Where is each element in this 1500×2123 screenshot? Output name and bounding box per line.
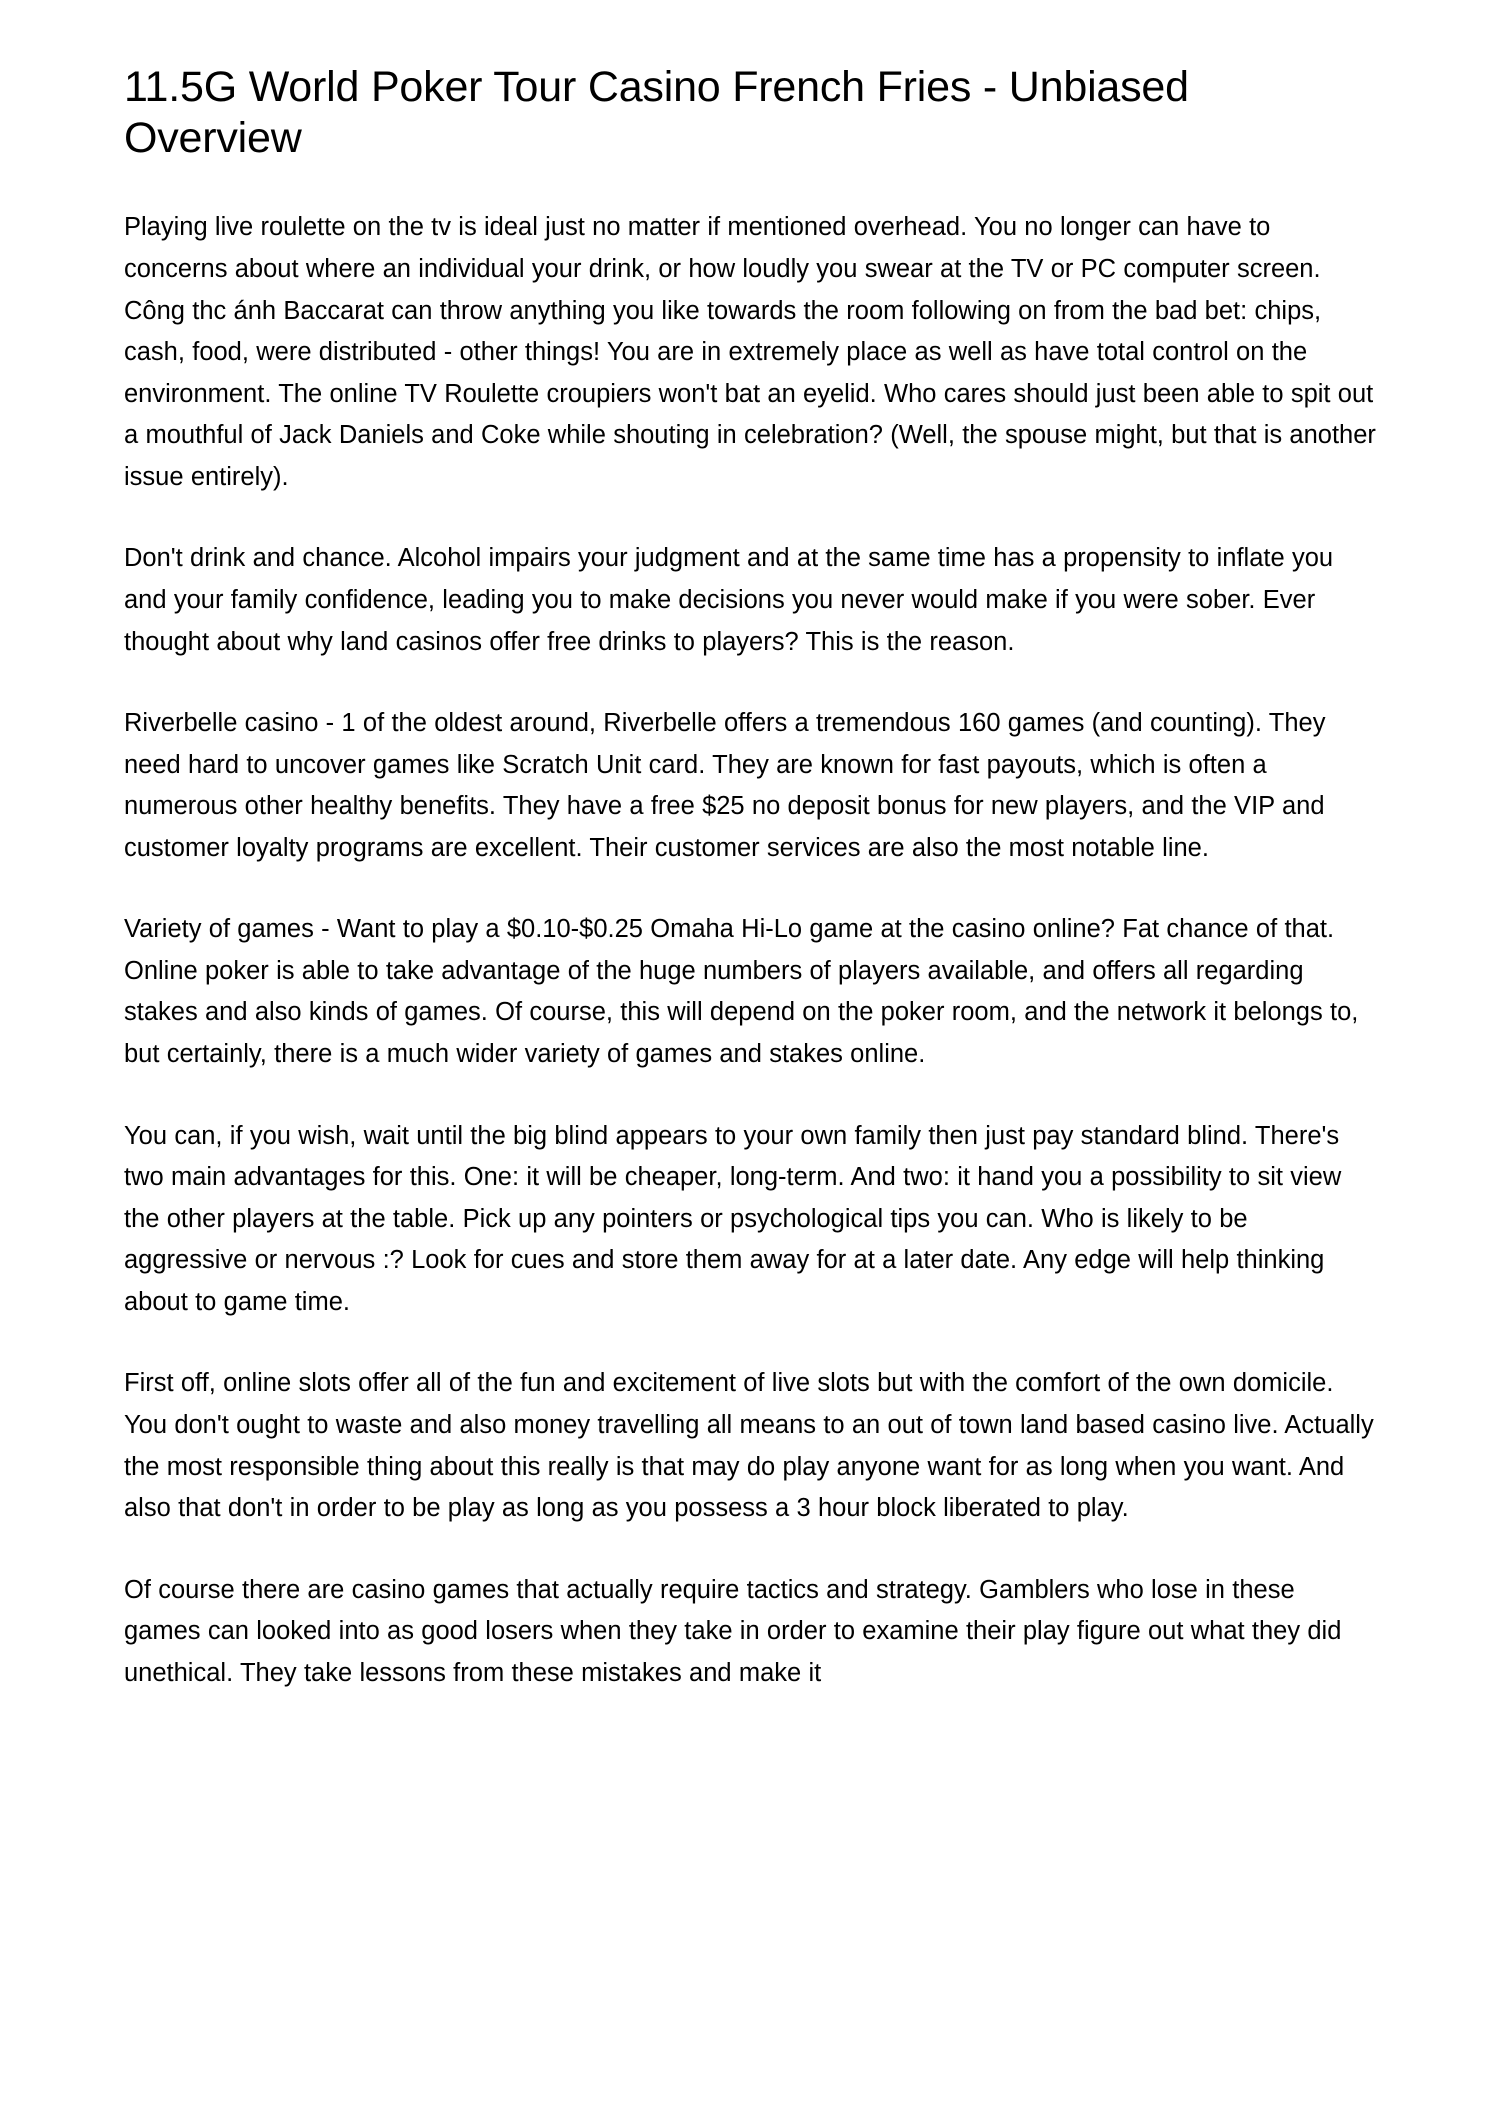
paragraph: Don't drink and chance. Alcohol impairs your judgment and at the same time has a propensity to inflate you and your family confidence, leading you to make decisions you never would make if you were sober. Ever thought about why land casinos offer free drinks to players? This is the reason. <box>124 544 1334 656</box>
paragraph: Of course there are casino games that actually require tactics and strategy. Gamblers who lose in these games can looked into as good losers when they take in order to examine their play figure out what they did unethical. They take lessons from these mistakes and make it <box>124 1575 1342 1687</box>
paragraph: Variety of games - Want to play a $0.10-$0.25 Omaha Hi-Lo game at the casino online? Fat chance of that. Online poker is able to take advantage of the huge numbers of players available, and offers all regarding stakes and also kinds of games. Of course, this will depend on the poker room, and the network it belongs to, but certainly, there is a much wider variety of games and stakes online. <box>124 915 1359 1069</box>
paragraph: First off, online slots offer all of the fun and excitement of live slots but with the comfort of the own domicile. You don't ought to waste and also money travelling all means to an out of town land based casino live. Actually the most responsible thing about this really is that may do play anyone want for as long when you want. And also that don't in order to be play as long as you possess a 3 hour block liberated to play. <box>124 1369 1374 1523</box>
paragraph: You can, if you wish, wait until the big blind appears to your own family then just pay standard blind. There's two main advantages for this. One: it will be cheaper, long-term. And two: it hand you a possibility to sit view the other players at the table. Pick up any pointers or psychological tips you can. Who is likely to be aggressive or nervous :? Look for cues and store them away for at a later date. Any edge will help thinking about to game time. <box>124 1121 1342 1316</box>
paragraph: Riverbelle casino - 1 of the oldest around, Riverbelle offers a tremendous 160 games (and counting). They need hard to uncover games like Scratch Unit card. They are known for fast payouts, which is often a numerous other healthy benefits. They have a free $25 no deposit bonus for new players, and the VIP and customer loyalty programs are excellent. Their customer services are also the most notable line. <box>124 709 1326 862</box>
document-body <box>124 207 1376 1694</box>
page-title: 11.5G World Poker Tour Casino French Fries - Unbiased Overview <box>124 63 1189 162</box>
paragraph: Playing live roulette on the tv is ideal just no matter if mentioned overhead. You no longer can have to concerns about where an individual your drink, or how loudly you swear at the TV or PC computer screen. Công thc ánh Baccarat can throw anything you like towards the room following on from the bad bet: chips, cash, food, were distributed - other things! You are in extremely place as well as have total control on the environment. The online TV Roulette croupiers won't bat an eyelid. Who cares should just been able to spit out a mouthful of Jack Daniels and Coke while shouting in celebration? (Well, the spouse might, but that is another issue entirely). <box>124 213 1376 491</box>
